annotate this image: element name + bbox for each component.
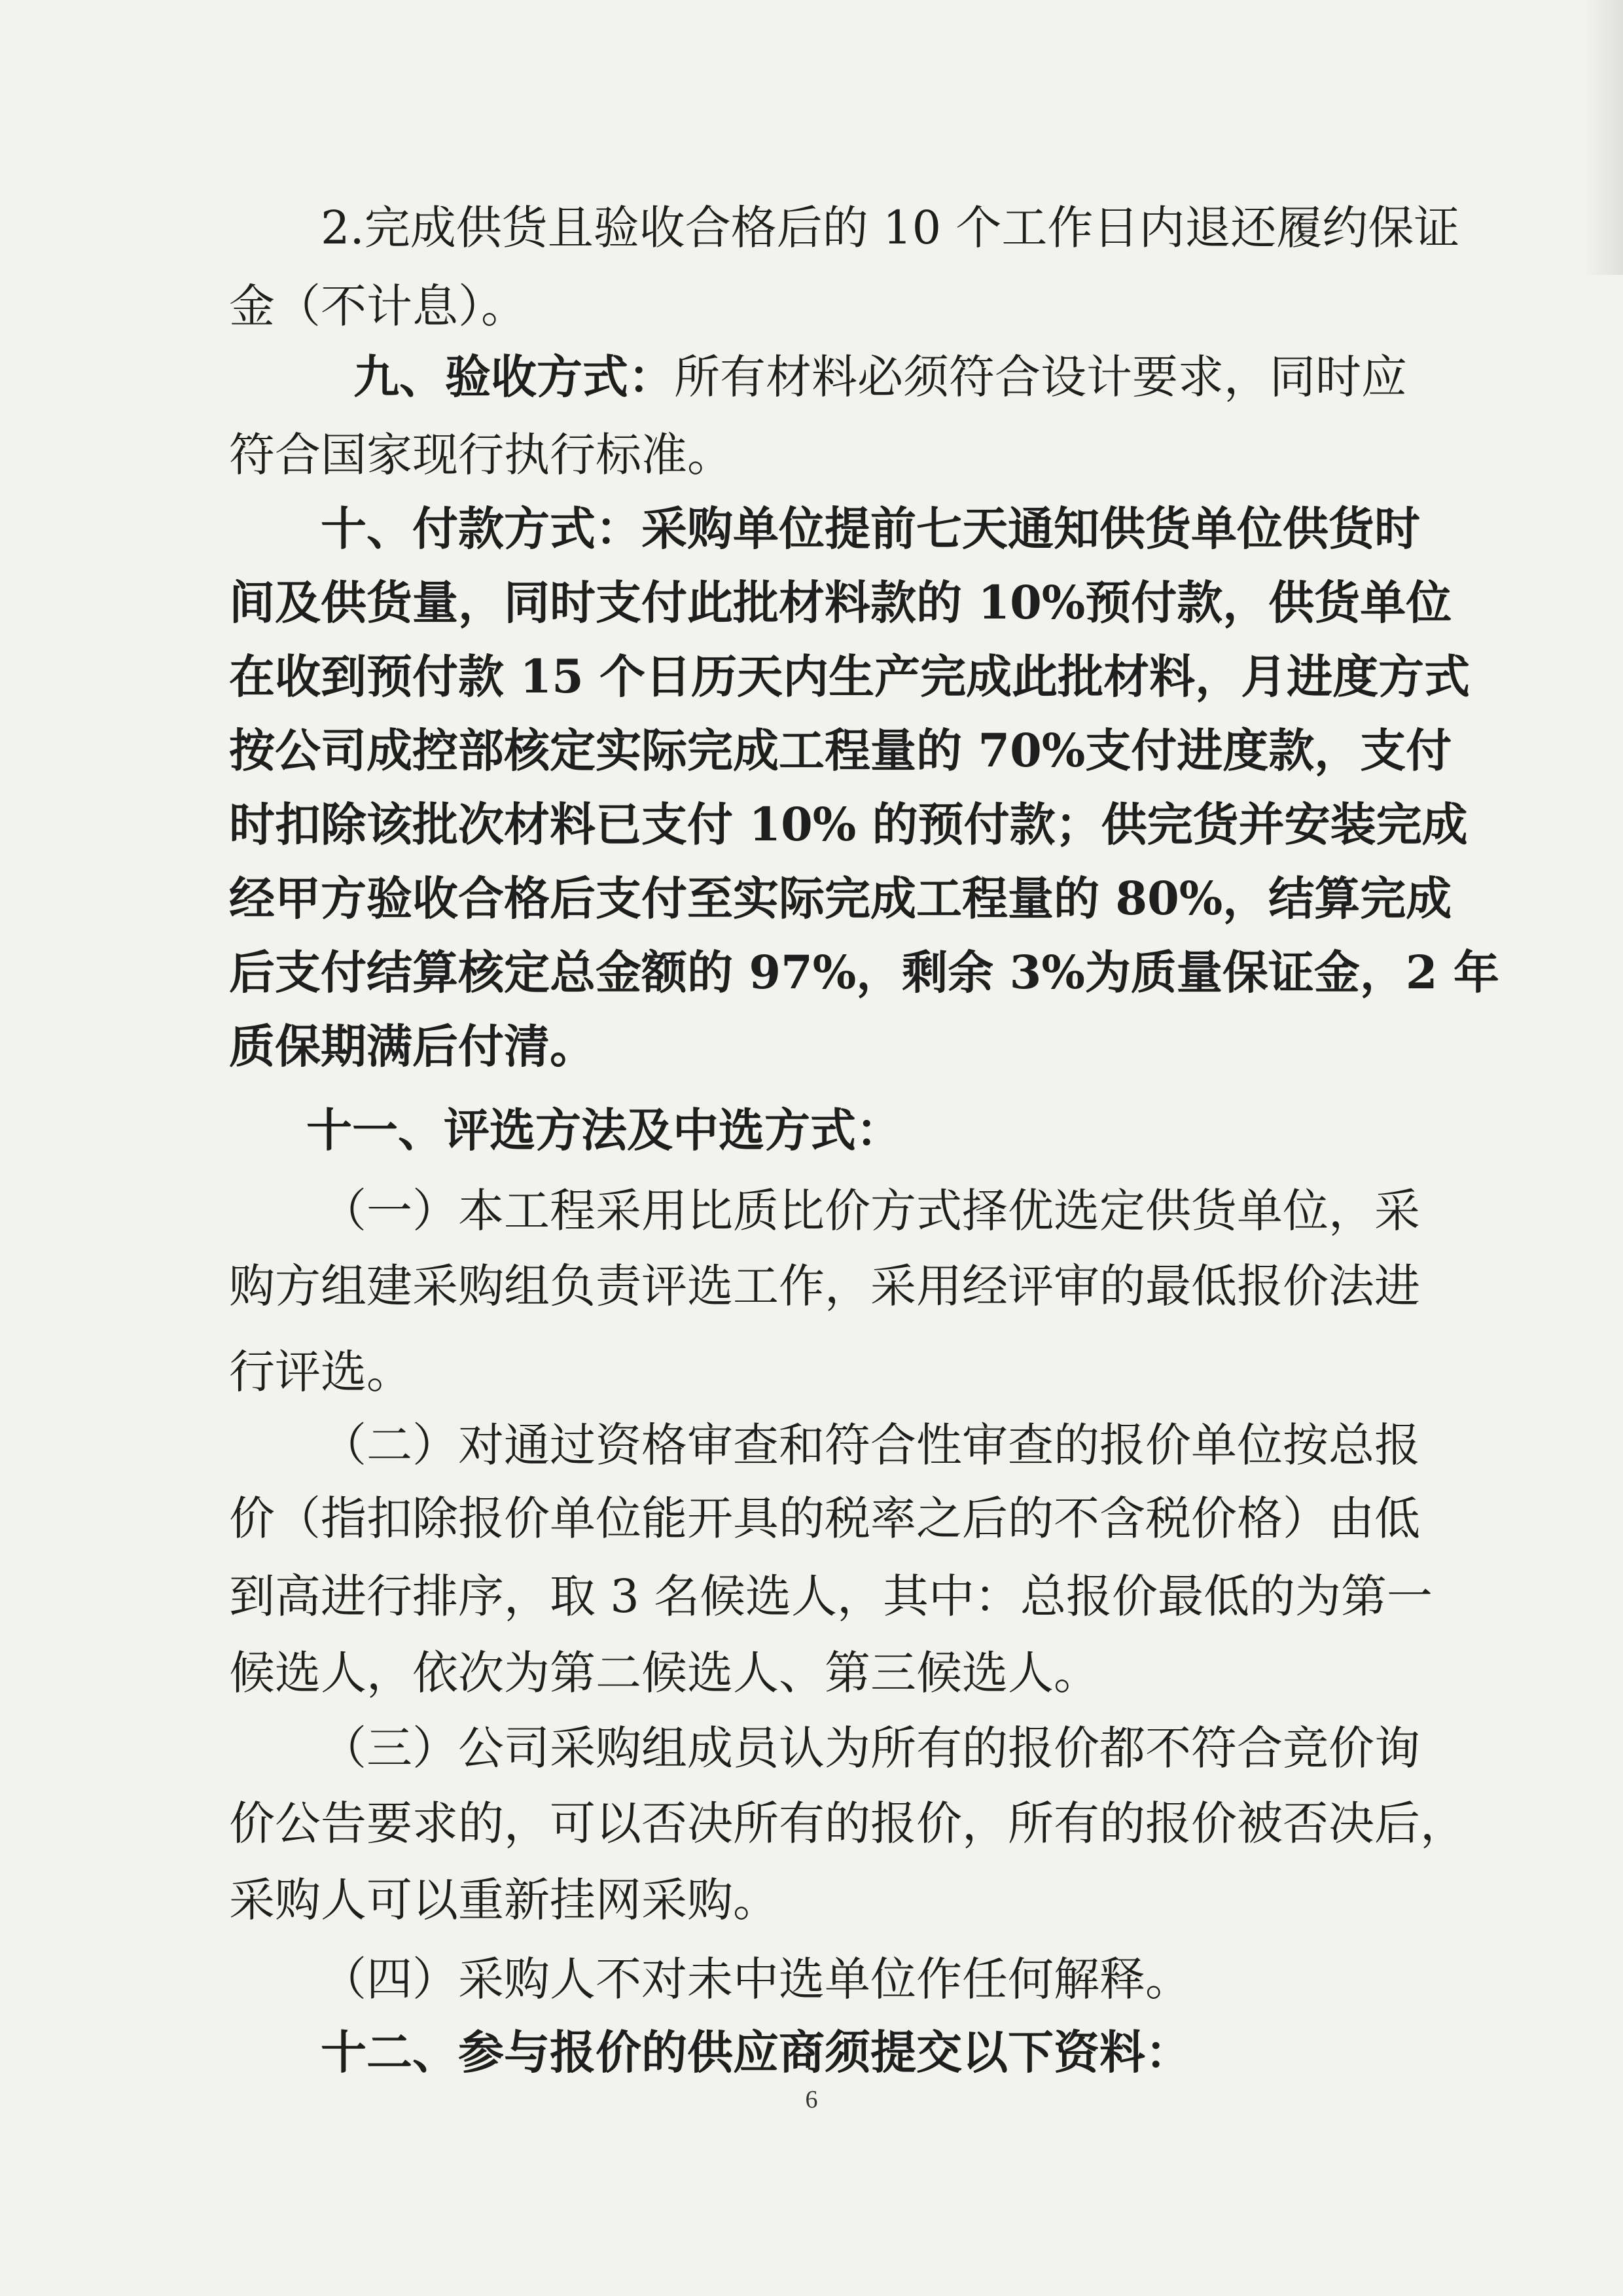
text-line: （三）公司采购组成员认为所有的报价都不符合竞价询: [321, 1721, 1420, 1775]
section-heading-11: 十一、评选方法及中选方式：: [306, 1103, 902, 1157]
text-line: 2.完成供货且验收合格后的 10 个工作日内退还履约保证: [321, 201, 1460, 255]
section-heading-12: 十二、参与报价的供应商须提交以下资料：: [321, 2026, 1191, 2079]
text-line: [353, 344, 1407, 410]
section-heading-9: 九、验收方式：: [353, 350, 674, 404]
page-number: 6: [805, 2086, 818, 2113]
text-line: 金（不计息）。: [229, 279, 527, 333]
text-line: 经甲方验收合格后支付至实际完成工程量的 80%，结算完成: [229, 871, 1452, 925]
text-line: 时扣除该批次材料已支付 10% 的预付款；供完货并安装完成: [229, 797, 1468, 852]
text-line: 行评选。: [229, 1345, 412, 1399]
text-line: 在收到预付款 15 个日历天内生产完成此批材料，月进度方式: [229, 649, 1471, 704]
text-line: 质保期满后付清。: [229, 1019, 596, 1073]
text-line: （二）对通过资格审查和符合性审查的报价单位按总报: [321, 1418, 1420, 1472]
text-line: （一）本工程采用比质比价方式择优选定供货单位，采: [321, 1184, 1420, 1238]
text-line: 到高进行排序，取 3 名候选人，其中：总报价最低的为第一: [229, 1570, 1433, 1623]
text-line: 后支付结算核定总金额的 97%，剩余 3%为质量保证金，2 年: [229, 945, 1499, 999]
page-edge-shadow: [1584, 0, 1623, 275]
text-line: 间及供货量，同时支付此批材料款的 10%预付款，供货单位: [229, 575, 1452, 630]
text-line: 购方组建采购组负责评选工作，采用经评审的最低报价法进: [229, 1259, 1420, 1313]
text-line: 价公告要求的，可以否决所有的报价，所有的报价被否决后，: [229, 1797, 1466, 1850]
text-line: 按公司成控部核定实际完成工程量的 70%支付进度款，支付: [229, 723, 1452, 778]
text-line: 符合国家现行执行标准。: [229, 428, 733, 482]
text-line: 价（指扣除报价单位能开具的税率之后的不含税价格）由低: [229, 1492, 1420, 1545]
text-line: 采购人可以重新挂网采购。: [229, 1873, 779, 1927]
text-line: （四）采购人不对未中选单位作任何解释。: [321, 1952, 1191, 2006]
section-9-text: 所有材料必须符合设计要求，同时应: [674, 350, 1407, 404]
section-heading-10: 十、付款方式：采购单位提前七天通知供货单位供货时: [321, 501, 1420, 556]
text-line: 候选人，依次为第二候选人、第三候选人。: [229, 1646, 1099, 1700]
